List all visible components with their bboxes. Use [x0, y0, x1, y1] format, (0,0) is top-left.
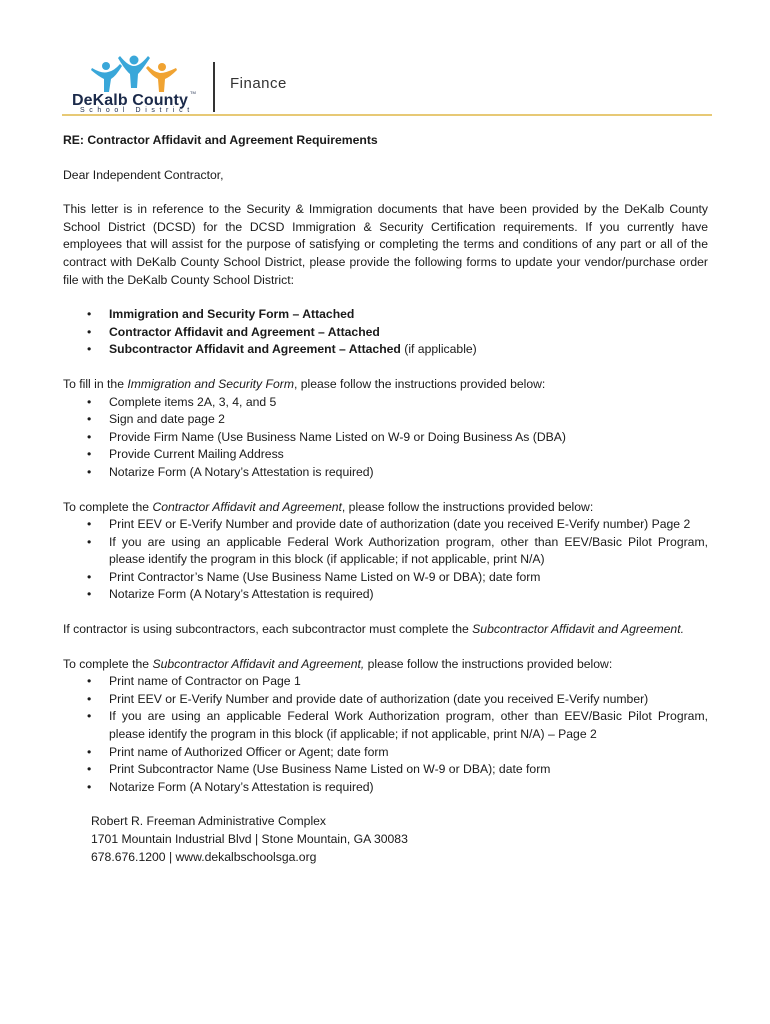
list-item: • If you are using an applicable Federal Work Authorization program, other than EEV/Basic Pilot Program, please identify the program in this block (if applicable; if not applicable, print N/A) – Page 2: [63, 708, 708, 743]
logo-subtitle: School District: [80, 107, 194, 114]
list-item: • Provide Firm Name (Use Business Name Listed on W-9 or Doing Business As (DBA): [63, 429, 708, 447]
address-line: 678.676.1200 | www.dekalbschoolsga.org: [91, 849, 317, 864]
section1-list: [63, 394, 708, 482]
list-item: • Print name of Contractor on Page 1: [63, 673, 708, 691]
section2-intro: To complete the Contractor Affidavit and Agreement, please follow the instructions provided below:: [63, 499, 594, 514]
section1-intro: To fill in the Immigration and Security Form, please follow the instructions provided below:: [63, 376, 546, 391]
list-item: • Print EEV or E-Verify Number and provide date of authorization (date you received E-Verify number): [63, 691, 708, 709]
footer-address: [63, 813, 708, 866]
list-item: • Print name of Authorized Officer or Agent; date form: [63, 744, 708, 762]
header-rule: [62, 114, 712, 116]
salutation: Dear Independent Contractor,: [63, 167, 224, 182]
list-item: • Notarize Form (A Notary’s Attestation is required): [63, 586, 708, 604]
list-item: • Notarize Form (A Notary’s Attestation is required): [63, 779, 708, 797]
list-item: • Subcontractor Affidavit and Agreement – Attached (if applicable): [63, 341, 708, 359]
header-divider: [213, 62, 215, 112]
list-item: • Print EEV or E-Verify Number and provide date of authorization (date you received E-Verify number) Page 2: [63, 516, 708, 534]
logo-title: DeKalb County: [72, 92, 188, 109]
re-line: RE: Contractor Affidavit and Agreement Requirements: [63, 133, 378, 147]
list-item: • Print Contractor’s Name (Use Business Name Listed on W-9 or DBA); date form: [63, 569, 708, 587]
subcontractor-note: If contractor is using subcontractors, each subcontractor must complete the Subcontractor Affidavit and Agreement.: [63, 622, 684, 637]
list-item: • Provide Current Mailing Address: [63, 446, 708, 464]
list-item: • Contractor Affidavit and Agreement – Attached: [63, 324, 708, 342]
list-item: • Sign and date page 2: [63, 411, 708, 429]
section2-list: [63, 516, 708, 604]
department-title: Finance: [230, 75, 287, 92]
list-item: • Complete items 2A, 3, 4, and 5: [63, 394, 708, 412]
list-item: • Immigration and Security Form – Attached: [63, 306, 708, 324]
forms-list: [63, 306, 708, 359]
list-item: • If you are using an applicable Federal Work Authorization program, other than EEV/Basic Pilot Program, please identify the program in this block (if applicable; if not applicable, print N/A): [63, 534, 708, 569]
svg-text:TM: TM: [190, 90, 196, 95]
section3-list: [63, 673, 708, 796]
list-item: • Notarize Form (A Notary’s Attestation is required): [63, 464, 708, 482]
letter-body: [63, 132, 708, 866]
address-line: 1701 Mountain Industrial Blvd | Stone Mountain, GA 30083: [91, 832, 408, 846]
people-figures-icon: [62, 52, 212, 97]
section3-intro: To complete the Subcontractor Affidavit and Agreement, please follow the instructions provided below:: [63, 656, 613, 671]
list-item: • Print Subcontractor Name (Use Business Name Listed on W-9 or DBA); date form: [63, 761, 708, 779]
intro-paragraph: This letter is in reference to the Security & Immigration documents that have been provided by the DeKalb County School District (DCSD) for the DCSD Immigration & Security Certification requirements. If you currently have employees that will assist for the purpose of satisfying or completing the terms and conditions of any part or all of the contract with DeKalb County School District, please provide the following forms to update your vendor/purchase order file with the DeKalb County School District:: [63, 202, 708, 287]
address-line: Robert R. Freeman Administrative Complex: [91, 814, 327, 829]
